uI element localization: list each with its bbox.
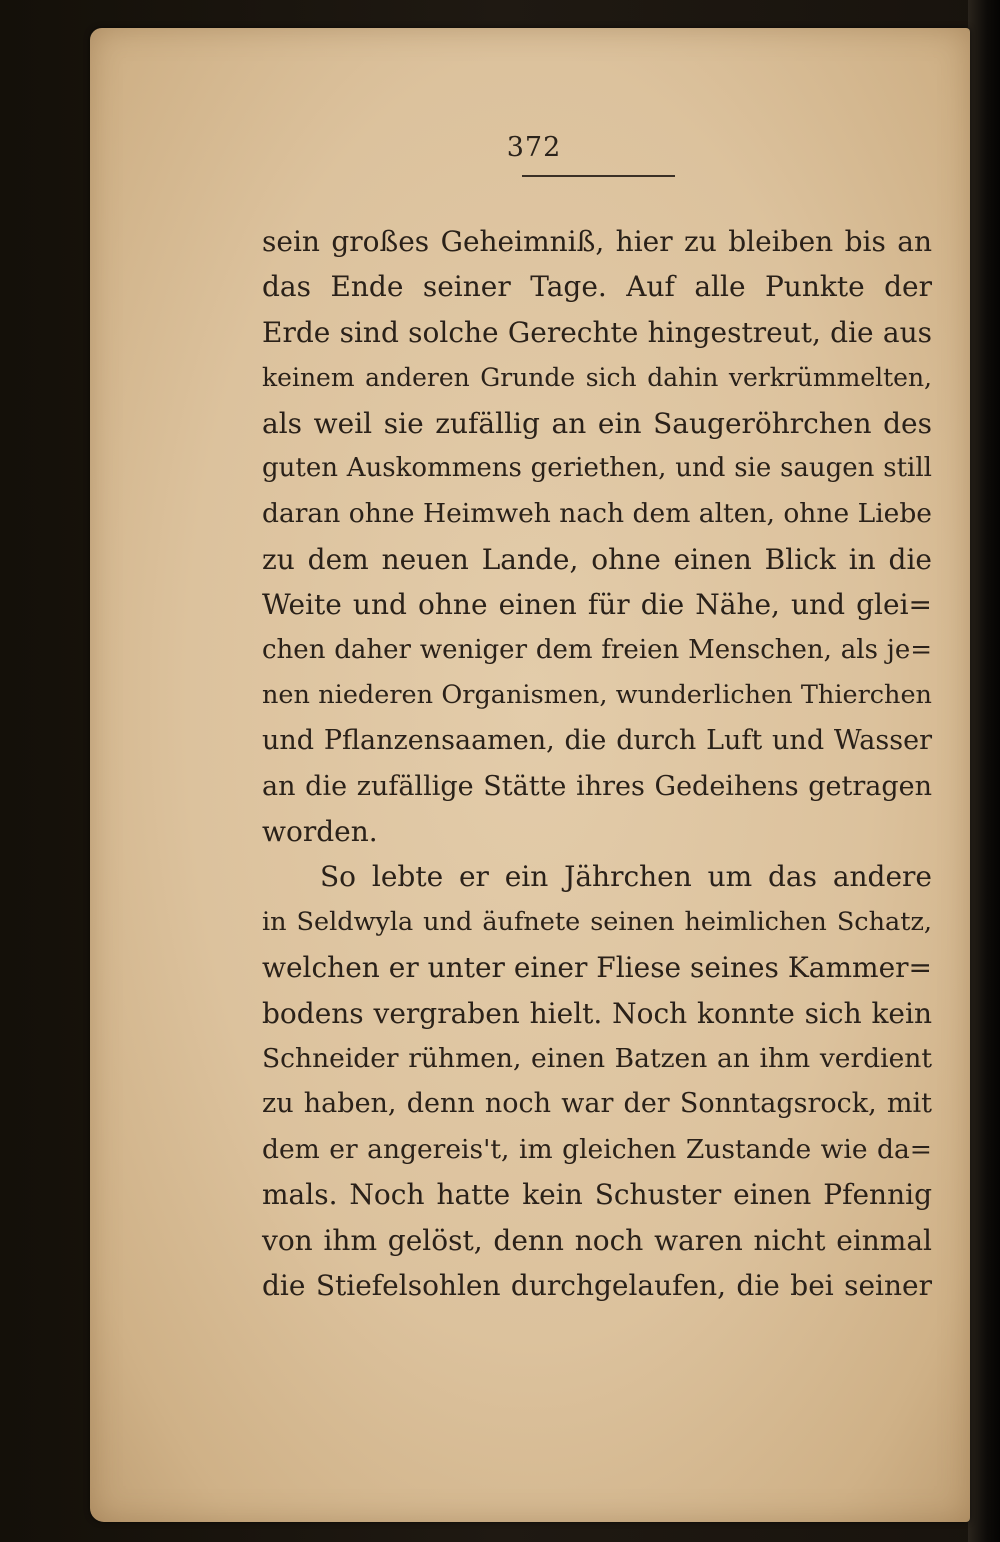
text-line: und Pflanzensaamen, die durch Luft und Wasser	[262, 725, 932, 757]
page-number: 372	[506, 132, 562, 163]
text-line: Schneider rühmen, einen Batzen an ihm verdient	[262, 1043, 932, 1075]
text-line: zu haben, denn noch war der Sonntagsrock, mit	[262, 1088, 932, 1120]
text-line: daran ohne Heimweh nach dem alten, ohne Liebe	[262, 498, 932, 530]
header-rule	[522, 175, 675, 177]
text-line: guten Auskommens geriethen, und sie saugen still	[262, 452, 932, 483]
text-line: Weite und ohne einen für die Nähe, und glei=	[262, 588, 932, 622]
text-line: in Seldwyla und äufnete seinen heimlichen Schatz,	[262, 906, 932, 937]
text-line: dem er angereis't, im gleichen Zustande wie da=	[262, 1133, 932, 1165]
text-line: sein großes Geheimniß, hier zu bleiben bis an	[262, 225, 932, 258]
text-line: chen daher weniger dem freien Menschen, als je=	[262, 634, 932, 665]
book-page	[90, 28, 970, 1522]
text-line: worden.	[262, 815, 378, 849]
text-line: an die zufällige Stätte ihres Gedeihens getragen	[262, 770, 932, 802]
text-line: Erde sind solche Gerechte hingestreut, die aus	[262, 315, 932, 349]
text-line: zu dem neuen Lande, ohne einen Blick in die	[262, 542, 932, 576]
text-line: von ihm gelöst, denn noch waren nicht einmal	[262, 1223, 932, 1257]
text-line: die Stiefelsohlen durchgelaufen, die bei seiner	[262, 1268, 932, 1302]
text-line: das Ende seiner Tage. Auf alle Punkte der	[262, 270, 932, 304]
book-cover-edge	[968, 0, 1000, 1542]
text-line: So lebte er ein Jährchen um das andere	[320, 860, 932, 894]
text-line: keinem anderen Grunde sich dahin verkrümmelten,	[262, 363, 932, 393]
text-line: als weil sie zufällig an ein Saugeröhrchen des	[262, 406, 932, 440]
text-line: bodens vergraben hielt. Noch konnte sich kein	[262, 996, 932, 1030]
text-line: nen niederen Organismen, wunderlichen Thierchen	[262, 679, 932, 710]
text-line: welchen er unter einer Fliese seines Kammer=	[262, 951, 932, 985]
body-text	[262, 219, 932, 1308]
text-line: mals. Noch hatte kein Schuster einen Pfennig	[262, 1178, 932, 1212]
